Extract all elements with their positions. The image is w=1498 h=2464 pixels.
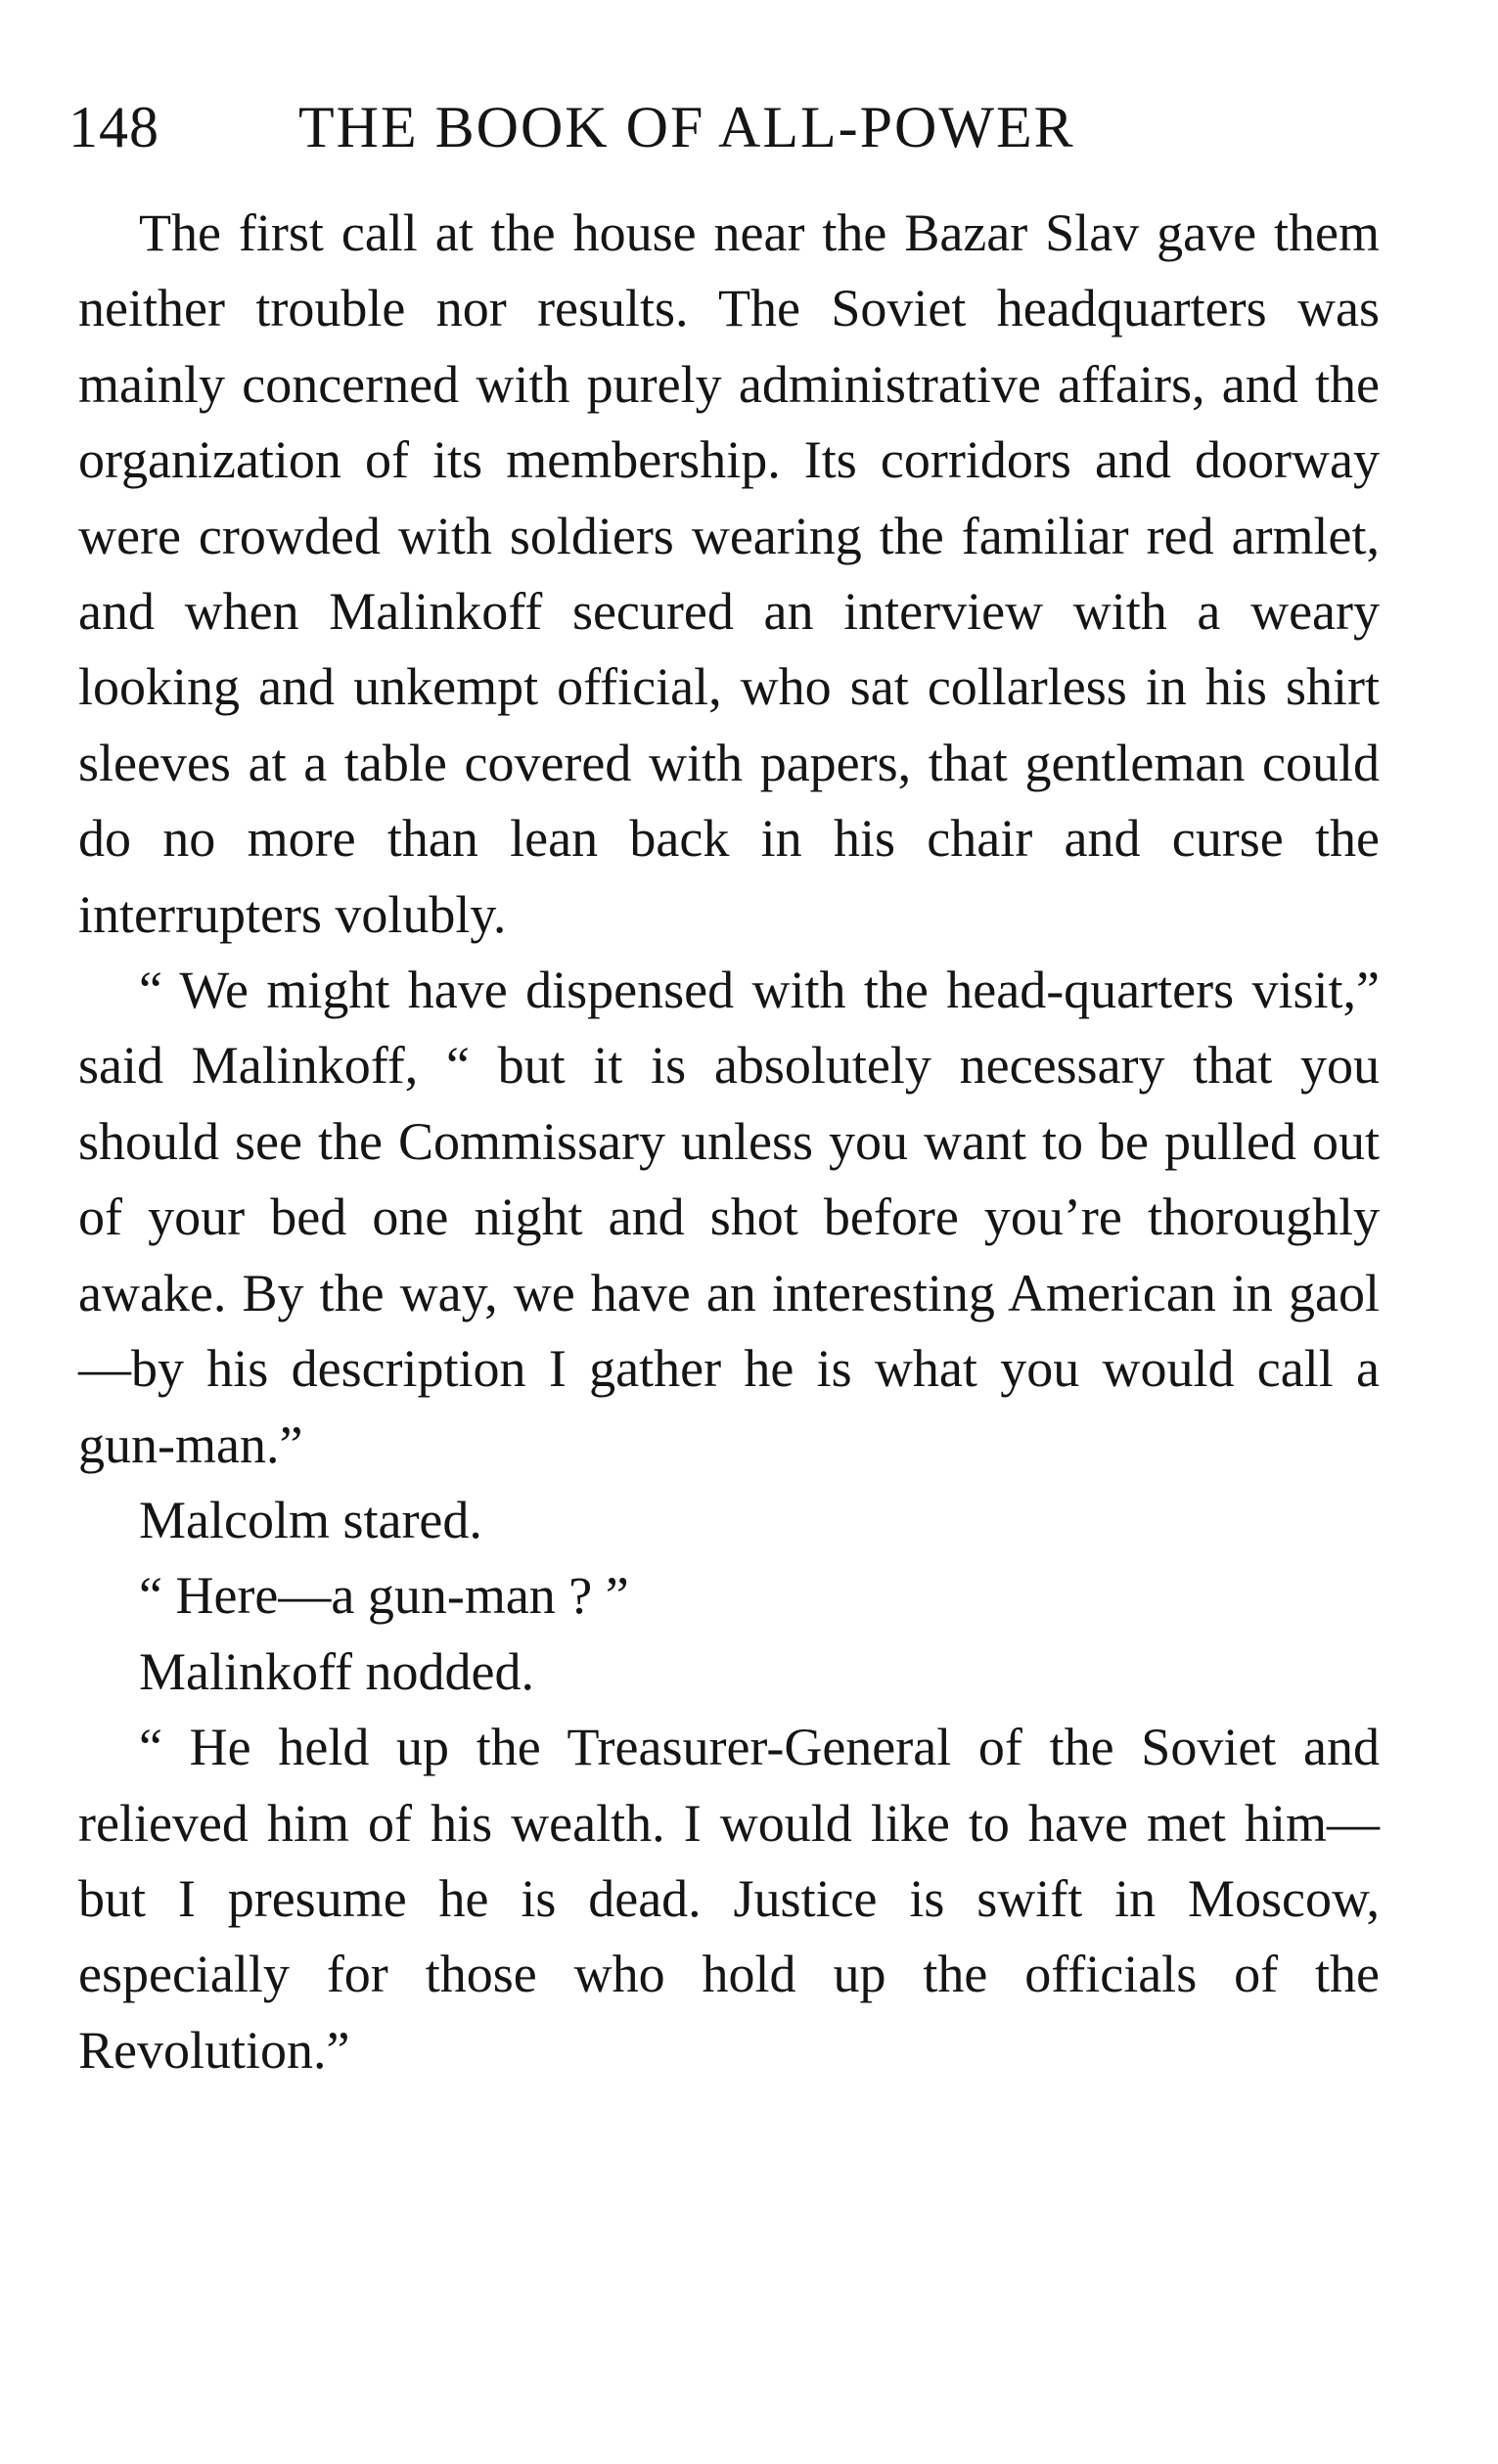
running-title: THE BOOK OF ALL-POWER bbox=[298, 95, 1075, 159]
paragraph-here-gun-man: “ Here—a gun-man ? ” bbox=[139, 1566, 629, 1626]
paragraph-malinkoff-nodded: Malinkoff nodded. bbox=[139, 1641, 534, 1701]
paragraph-treasurer-general: “ He held up the Treasurer-General of the Soviet and relieved him of his wealth. I would like to have met him—but I presume he is dead. Justice is swift in Moscow, especially for those who hold up the officials of the Revolution.” bbox=[78, 1718, 1380, 2080]
body-text bbox=[78, 196, 1380, 2088]
paragraph-malinkoff-commissary: “ We might have dispensed with the head-quarters visit,” said Malinkoff, “ but it is absolutely necessary that you should see the Commissary unless you want to be pulled out of your bed one night and shot before you’re thoroughly awake. By the way, we have an interesting American in gaol—by his description I gather he is what you would call a gun-man.” bbox=[78, 961, 1380, 1474]
paragraph-soviet-headquarters: The first call at the house near the Bazar Slav gave them neither trouble nor results. The Soviet headquarters was mainly concerned with purely administrative affairs, and the organization of its membership. Its corridors and doorway were crowded with soldiers wearing the familiar red armlet, and when Malinkoff secured an interview with a weary looking and unkempt official, who sat collarless in his shirt sleeves at a table covered with papers, that gentleman could do no more than lean back in his chair and curse the interrupters volubly. bbox=[78, 203, 1380, 944]
page-header bbox=[68, 88, 1380, 166]
page-number: 148 bbox=[68, 95, 159, 159]
paragraph-malcolm-stared: Malcolm stared. bbox=[139, 1490, 482, 1549]
